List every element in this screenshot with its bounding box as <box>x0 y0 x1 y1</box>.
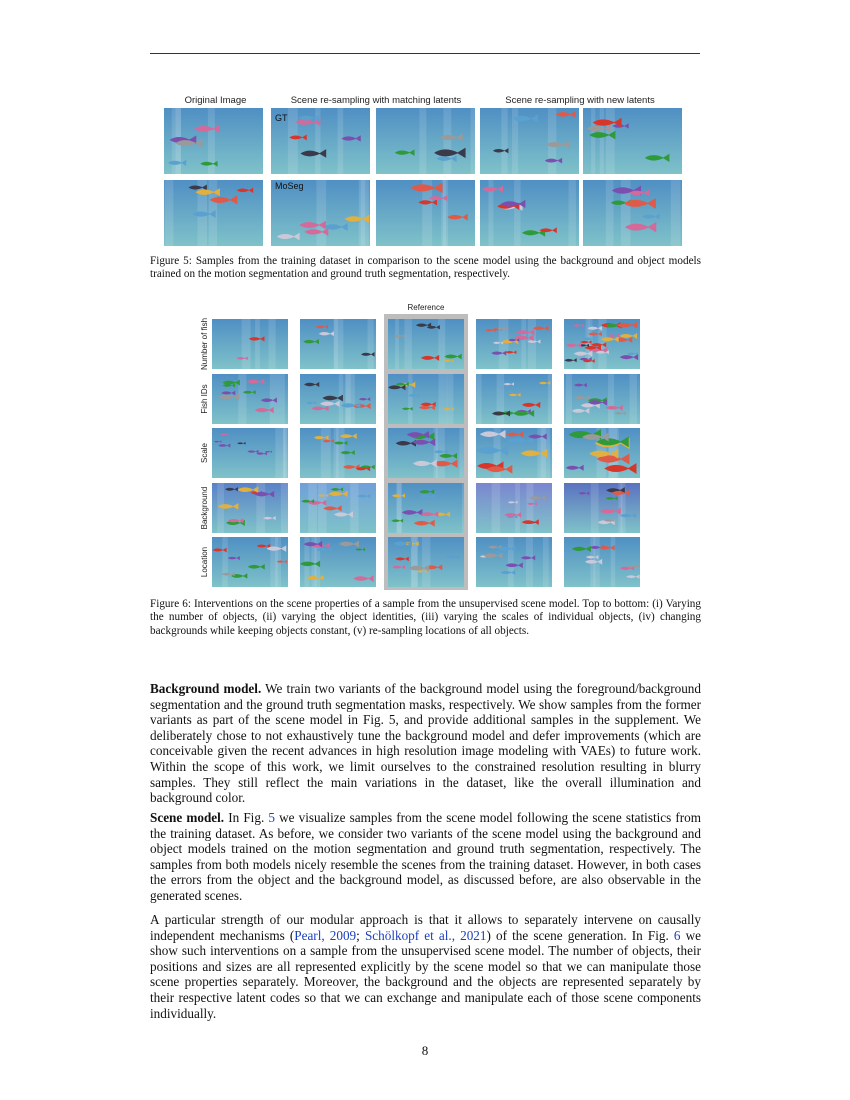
fig6-tile-r2-c4 <box>476 374 552 424</box>
fig5-tile-r2-c4 <box>480 180 579 246</box>
background-model-paragraph <box>150 681 701 806</box>
fig6-tile-r3-c5 <box>564 428 640 478</box>
fig6-tile-r5-c4 <box>476 537 552 587</box>
fig6-tile-r1-c2 <box>300 319 376 369</box>
background-model-text: We train two variants of the background model using the foreground/background segmentation and the ground truth segmentation masks, respectively. We show samples from the former variants as part of the scene model in Fig. 5, and provide additional samples in the supplement. We deliberately chose to not exhaustively tune the background model and defer improvements (which are conceivable given the recent advances in high resolution image modeling with VAEs) to future work. Within the scope of this work, we limit ourselves to the constrained resolution resulting in blurry samples. They still reflect the main variations in the dataset, like the overall illumination and background color. <box>150 681 701 806</box>
fig5-tile-r1-c1 <box>164 108 263 174</box>
fig6-tile-r2-c2 <box>300 374 376 424</box>
fig6-tile-r4-c1 <box>212 483 288 533</box>
fig5-tile-r2-c3 <box>376 180 475 246</box>
fig6-tile-r4-c4 <box>476 483 552 533</box>
fig5-header-new: Scene re-sampling with new latents <box>505 95 655 106</box>
fig5-label-gt: GT <box>275 113 288 123</box>
fig6-reference-label: Reference <box>407 303 445 312</box>
fig6-row-label-ids: Fish IDs <box>200 384 209 414</box>
header-rule <box>150 53 700 54</box>
scene-model-heading: Scene model. <box>150 810 225 825</box>
fig6-tile-r4-c5 <box>564 483 640 533</box>
fig6-row-label-number: Number of fish <box>200 317 209 370</box>
fig5-link[interactable]: 5 <box>268 810 275 825</box>
fig6-tile-r1-c3 <box>388 319 464 369</box>
fig6-tile-r1-c5 <box>564 319 640 369</box>
fig5-tile-r1-c4 <box>480 108 579 174</box>
citation-scholkopf[interactable]: Schölkopf et al., 2021 <box>364 927 487 943</box>
figure-6-caption: Figure 6: Interventions on the scene properties of a sample from the unsupervised scene model. Top to bottom: (i) Varying the number of objects, (ii) varying the object identities, (iii) varying the scales of individual objects, (iv) changing backgrounds while keeping objects constant, (v) re-sampling locations of all objects. <box>150 598 701 637</box>
fig6-tile-r3-c3 <box>388 428 464 478</box>
fig5-header-matching: Scene re-sampling with matching latents <box>290 95 462 106</box>
fig6-tile-r5-c1 <box>212 537 288 587</box>
fig6-tile-r2-c3 <box>388 374 464 424</box>
para3-text-2: ) of the scene generation. In Fig. <box>486 927 669 943</box>
figure-5-caption: Figure 5: Samples from the training dataset in comparison to the scene model using the background and object models trained on the motion segmentation and ground truth segmentation, respectively. <box>150 255 701 281</box>
para3-text-1: A particular strength of our modular approach is that it allows to separately intervene on causally independent mechanisms ( <box>150 912 701 943</box>
fig5-tile-r1-c5 <box>583 108 682 174</box>
fig6-tile-r1-c1 <box>212 319 288 369</box>
fig6-tile-r2-c5 <box>564 374 640 424</box>
fig6-tile-r5-c5 <box>564 537 640 587</box>
fig6-tile-r1-c4 <box>476 319 552 369</box>
fig6-tile-r5-c2 <box>300 537 376 587</box>
fig6-link[interactable]: 6 <box>673 927 681 943</box>
fig6-tile-r3-c1 <box>212 428 288 478</box>
fig6-tile-r2-c1 <box>212 374 288 424</box>
scene-model-text-2: we visualize samples from the scene model following the scene statistics from the training dataset. As before, we consider two variants of the scene model using the background and object models trained on the motion segmentation and ground truth segmentation, respectively. The samples from both models nicely resemble the scenes from the training dataset. However, in both cases the errors from the object and the background model, as discussed before, are also observable in the generated scenes. <box>150 810 702 903</box>
fig6-tile-r3-c2 <box>300 428 376 478</box>
fig5-label-moseg: MoSeg <box>275 181 304 191</box>
interventions-paragraph <box>150 912 701 1021</box>
page-number: 8 <box>421 1043 429 1058</box>
fig6-row-label-scale: Scale <box>200 443 209 464</box>
fig6-row-label-background: Background <box>200 486 209 530</box>
para3-text-3: we show such interventions on a sample from the unsupervised scene model. The number of objects, their positions and sizes are all represented explicitly by the scene model so that we can manipulate those scene properties separately. Moreover, the background and the objects are represented separately by their respective latent codes so that we can exchange and manipulate each of those scene components individually. <box>150 927 702 1021</box>
scene-model-paragraph <box>150 810 701 904</box>
fig6-tile-r3-c4 <box>476 428 552 478</box>
citation-pearl[interactable]: Pearl, 2009 <box>294 927 357 943</box>
fig6-tile-r4-c3 <box>388 483 464 533</box>
para3-sep: ; <box>356 927 365 943</box>
background-model-heading: Background model. <box>150 681 262 696</box>
scene-model-text-1: In Fig. <box>228 810 265 825</box>
fig5-header-original: Original Image <box>184 95 247 106</box>
fig5-tile-r2-c1 <box>164 180 263 246</box>
fig6-tile-r4-c2 <box>300 483 376 533</box>
fig5-tile-r1-c3 <box>376 108 475 174</box>
fig6-tile-r5-c3 <box>388 537 464 587</box>
fig6-row-label-location: Location <box>200 546 209 578</box>
fig5-tile-r2-c5 <box>583 180 682 246</box>
